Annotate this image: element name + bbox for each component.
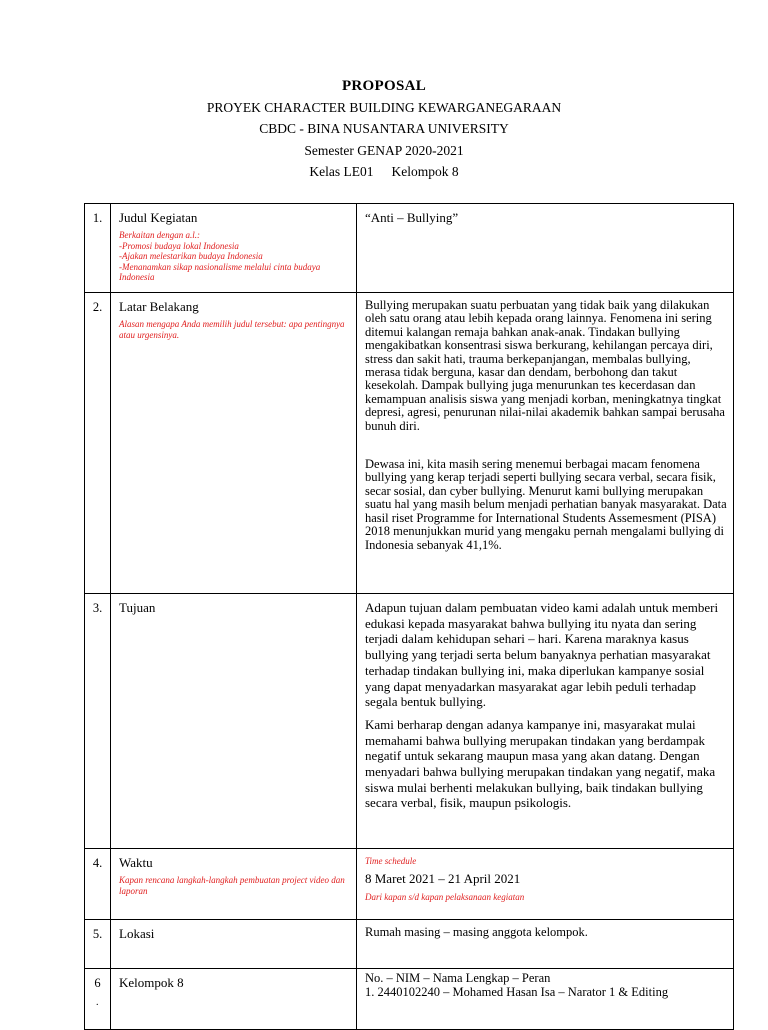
row-value-cell bbox=[357, 293, 734, 594]
row-number: 2. bbox=[85, 293, 111, 594]
semester: Semester GENAP 2020-2021 bbox=[304, 143, 464, 158]
row-number: 6 bbox=[94, 976, 101, 990]
group-label: Kelompok 8 bbox=[391, 164, 459, 179]
row-label: Kelompok 8 bbox=[119, 975, 184, 990]
row-value-cell bbox=[357, 920, 734, 969]
row-number: 3. bbox=[85, 594, 111, 849]
row-number: 5. bbox=[85, 920, 111, 969]
row-number: 1. bbox=[85, 204, 111, 293]
row-hint: Alasan mengapa Anda memilih judul tersebut: apa pentingnya atau urgensinya. bbox=[119, 319, 345, 340]
activity-title: “Anti – Bullying” bbox=[365, 210, 459, 225]
member-entry: 1. 2440102240 – Mohamed Hasan Isa – Narator 1 & Editing bbox=[365, 985, 669, 999]
row-value-cell bbox=[357, 849, 734, 920]
row-label: Waktu bbox=[119, 855, 153, 870]
table-row bbox=[85, 920, 734, 969]
document-title: PROPOSAL bbox=[341, 78, 427, 94]
proposal-table bbox=[84, 203, 734, 1030]
table-row bbox=[85, 849, 734, 920]
schedule-label: Time schedule bbox=[365, 856, 417, 866]
goal-paragraph: Kami berharap dengan adanya kampanye ini, masyarakat mulai memahami bahwa bullying merupakan tindakan yang berdampak negatif untuk sekarang maupun masa yang akan datang. Dengan menyadari bahwa bullying merupakan tindakan yang negatif, maka siswa mulai berhenti melakukan bullying, baik tindakan bullying secara verbal, fisik, maupun psikologis. bbox=[365, 716, 716, 811]
member-header: No. – NIM – Nama Lengkap – Peran bbox=[365, 971, 551, 985]
row-value-cell bbox=[357, 969, 734, 1030]
table-row bbox=[85, 293, 734, 594]
table-row bbox=[85, 204, 734, 293]
row-hint: Kapan rencana langkah-langkah pembuatan project video dan laporan bbox=[119, 875, 345, 896]
row-label-cell bbox=[111, 594, 357, 849]
row-label: Latar Belakang bbox=[119, 299, 199, 314]
institution-name: CBDC - BINA NUSANTARA UNIVERSITY bbox=[259, 121, 509, 136]
row-value-cell bbox=[357, 204, 734, 293]
row-label: Judul Kegiatan bbox=[119, 210, 198, 225]
row-label-cell bbox=[111, 920, 357, 969]
row-label-cell bbox=[111, 293, 357, 594]
background-paragraph: Dewasa ini, kita masih sering menemui berbagai macam fenomena bullying yang kerap terjadi seperti bullying secara verbal, secara fisik, secar sosial, dan cyber bullying. Menurut kami bullying merupakan suatu hal yang masih belum menjadi perhatian banyak masyarakat. Data hasil riset Programme for International Students Assemesment (PISA) 2018 menunjukkan murid yang mengaku pernah mengalami bullying di Indonesia sebanyak 41,1%. bbox=[365, 457, 727, 552]
background-paragraph: Bullying merupakan suatu perbuatan yang tidak baik yang dilakukan oleh satu orang atau lebih kepada orang lainnya. Fenomena ini sering ditemui kalangan remaja bahkan anak-anak. Tindakan bullying mengakibatkan konsentrasi siswa berkurang, kehilangan percaya diri, stress dan sakit hati, trauma berkepanjangan, membalas bullying, merasa tidak berguna, kasar dan dendam, berbohong dan takut kesekolah. Dampak bullying juga menurunkan tes kecerdasan dan kemampuan analisis siswa yang menjadi korban, meningkatnya tingkat depresi, agresi, penurunan nilai-nilai akademik bahkan sampai berusaha bunuh diri. bbox=[365, 298, 725, 433]
row-label-cell bbox=[111, 204, 357, 293]
row-number-cell bbox=[85, 969, 111, 1030]
schedule-value: 8 Maret 2021 – 21 April 2021 bbox=[365, 871, 521, 886]
row-label: Tujuan bbox=[119, 600, 156, 615]
row-number: 4. bbox=[85, 849, 111, 920]
goal-paragraph: Adapun tujuan dalam pembuatan video kami adalah untuk memberi edukasi kepada masyarakat bahwa bullying itu nyata dan sering terjadi dalam kehidupan sehari – hari. Karena maraknya kasus bullying yang terjadi serta belum banyaknya perhatian masyarakat terhadap tindakan bullying ini, maka diperlukan kampanye sosial yang dapat menyadarkan masyarakat agar lebih peduli terhadap segala bentuk bullying. bbox=[365, 600, 719, 710]
schedule-hint: Dari kapan s/d kapan pelaksanaan kegiatan bbox=[365, 892, 525, 902]
hint-line: Berkaitan dengan a.l.: bbox=[119, 230, 200, 240]
row-label: Lokasi bbox=[119, 926, 155, 941]
table-row bbox=[85, 594, 734, 849]
row-label-cell bbox=[111, 849, 357, 920]
row-label-cell bbox=[111, 969, 357, 1030]
class-label: Kelas LE01 bbox=[309, 164, 374, 179]
row-hint bbox=[119, 230, 352, 283]
hint-line: -Menanamkan sikap nasionalisme melalui cinta budaya Indonesia bbox=[119, 261, 321, 282]
project-name: PROYEK CHARACTER BUILDING KEWARGANEGARAAN bbox=[206, 100, 562, 115]
table-row bbox=[85, 969, 734, 1030]
class-group-line bbox=[0, 164, 768, 180]
hint-line: -Promosi budaya lokal Indonesia bbox=[119, 240, 239, 251]
row-number-dot: . bbox=[96, 997, 99, 1008]
row-value-cell bbox=[357, 594, 734, 849]
hint-line: -Ajakan melestarikan budaya Indonesia bbox=[119, 251, 263, 261]
location-value: Rumah masing – masing anggota kelompok. bbox=[365, 925, 588, 939]
